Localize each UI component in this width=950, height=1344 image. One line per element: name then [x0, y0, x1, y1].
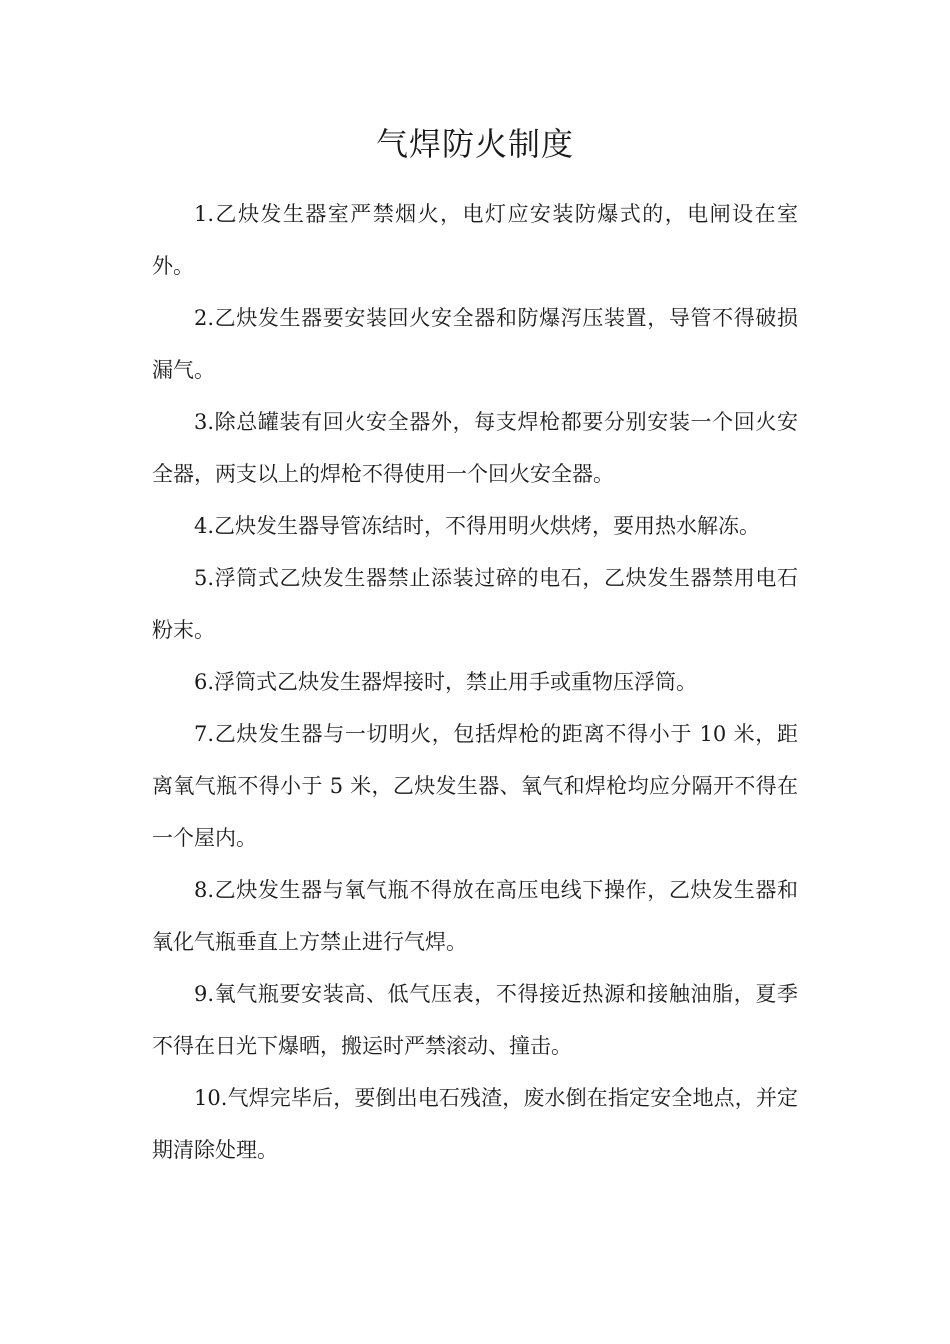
document-body [152, 188, 798, 1176]
paragraph-8: 8.乙炔发生器与氧气瓶不得放在高压电线下操作，乙炔发生器和氧化气瓶垂直上方禁止进行气焊。 [152, 878, 798, 954]
paragraph-5: 5.浮筒式乙炔发生器禁止添装过碎的电石，乙炔发生器禁用电石粉末。 [152, 566, 798, 642]
paragraph-1: 1.乙炔发生器室严禁烟火，电灯应安装防爆式的，电闸设在室外。 [152, 202, 798, 278]
paragraph-3: 3.除总罐装有回火安全器外，每支焊枪都要分别安装一个回火安全器，两支以上的焊枪不得使用一个回火安全器。 [152, 410, 798, 486]
paragraph-7: 7.乙炔发生器与一切明火，包括焊枪的距离不得小于 10 米，距离氧气瓶不得小于 5 米，乙炔发生器、氧气和焊枪均应分隔开不得在一个屋内。 [152, 722, 798, 850]
paragraph-6: 6.浮筒式乙炔发生器焊接时，禁止用手或重物压浮筒。 [194, 670, 698, 694]
paragraph-4: 4.乙炔发生器导管冻结时，不得用明火烘烤，要用热水解冻。 [194, 514, 761, 538]
paragraph-9: 9.氧气瓶要安装高、低气压表，不得接近热源和接触油脂，夏季不得在日光下爆晒，搬运时严禁滚动、撞击。 [152, 982, 798, 1058]
document-title: 气焊防火制度 [375, 125, 574, 163]
paragraph-10: 10.气焊完毕后，要倒出电石残渣，废水倒在指定安全地点，并定期清除处理。 [152, 1086, 798, 1162]
paragraph-2: 2.乙炔发生器要安装回火安全器和防爆泻压装置，导管不得破损漏气。 [152, 306, 798, 382]
